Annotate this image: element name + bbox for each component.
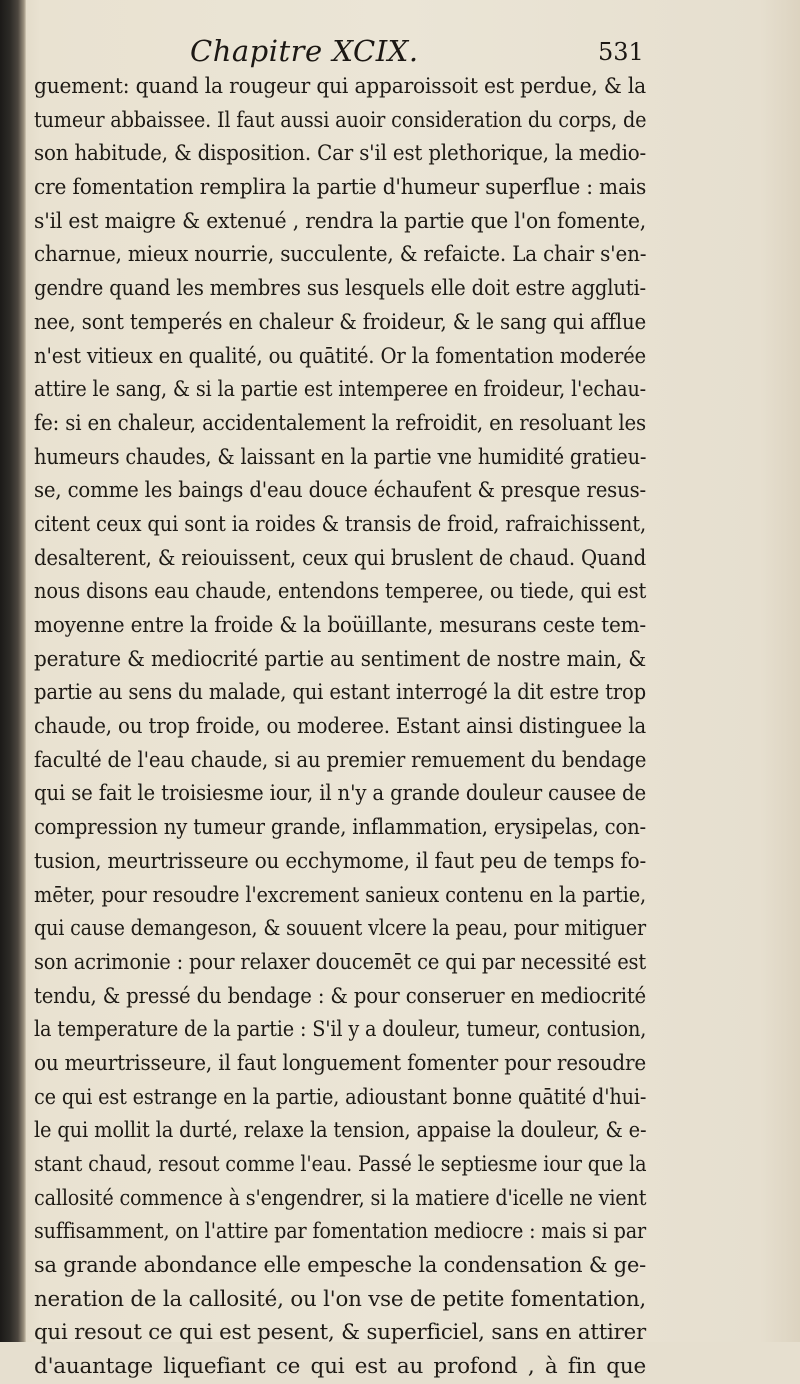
- text-line: faculté de l'eau chaude, si au premier remuement du bendage: [34, 747, 647, 773]
- text-line: d'auantage liquefiant ce qui est au profond , à fin que: [34, 1354, 646, 1380]
- text-line: ce qui est estrange en la partie, adioustant bonne quātité d'hui-: [34, 1084, 647, 1110]
- text-line: guement: quand la rougeur qui apparoissoit est perdue, & la: [34, 74, 646, 99]
- book-spine-shadow: [0, 0, 26, 1342]
- text-line: tusion, meurtrisseure ou ecchymome, il faut peu de temps fo-: [34, 848, 646, 874]
- text-line: ou meurtrisseure, il faut longuement fomenter pour resoudre: [34, 1050, 646, 1076]
- text-line: le qui mollit la durté, relaxe la tension, appaise la douleur, & e-: [34, 1118, 647, 1144]
- text-line: qui se fait le troisiesme iour, il n'y a grande douleur causee de: [34, 781, 646, 807]
- text-line: n'est vitieux en qualité, ou quātité. Or la fomentation moderée: [34, 343, 646, 369]
- text-line: cre fomentation remplira la partie d'humeur superflue : mais: [34, 175, 647, 201]
- text-line: partie au sens du malade, qui estant interrogé la dit estre trop: [34, 680, 646, 706]
- text-line: attire le sang, & si la partie est intemperee en froideur, l'echau-: [34, 377, 646, 403]
- text-line: qui cause demangeson, & souuent vlcere la peau, pour mitiguer: [34, 916, 646, 942]
- text-line: qui resout ce qui est pesent, & superficiel, sans en attirer: [34, 1320, 647, 1346]
- text-line: tendu, & pressé du bendage : & pour conseruer en mediocrité: [34, 983, 646, 1009]
- text-line: charnue, mieux nourrie, succulente, & refaicte. La chair s'en-: [34, 242, 647, 268]
- text-line: son habitude, & disposition. Car s'il est plethorique, la medio-: [34, 141, 646, 167]
- text-line: citent ceux qui sont ia roides & transis de froid, rafraichissent,: [34, 511, 646, 537]
- text-line: sa grande abondance elle empesche la condensation & ge-: [34, 1253, 646, 1279]
- running-title: Chapitre XCIX.: [190, 34, 419, 68]
- text-line: neration de la callosité, ou l'on vse de petite fomentation,: [34, 1286, 646, 1312]
- text-line: se, comme les baings d'eau douce échaufent & presque resus-: [34, 478, 646, 504]
- text-line: la temperature de la partie : S'il y a douleur, tumeur, contusion,: [34, 1017, 647, 1043]
- text-line: humeurs chaudes, & laissant en la partie vne humidité gratieu-: [34, 444, 647, 470]
- text-line: stant chaud, resout comme l'eau. Passé le septiesme iour que la: [34, 1152, 647, 1177]
- text-line: fe: si en chaleur, accidentalement la refroidit, en resoluant les: [34, 410, 646, 436]
- text-line: perature & mediocrité partie au sentiment de nostre main, &: [34, 646, 646, 672]
- body-text: [34, 70, 646, 1384]
- text-line: mēter, pour resoudre l'excrement sanieux contenu en la partie,: [34, 882, 646, 908]
- text-line: callosité commence à s'engendrer, si la matiere d'icelle ne vient: [34, 1185, 647, 1211]
- text-line: son acrimonie : pour relaxer doucemēt ce qui par necessité est: [34, 949, 646, 975]
- text-line: compression ny tumeur grande, inflammation, erysipelas, con-: [34, 815, 646, 841]
- page-number: 531: [598, 38, 644, 66]
- text-line: s'il est maigre & extenué , rendra la partie que l'on fomente,: [34, 208, 646, 234]
- text-line: nee, sont temperés en chaleur & froideur, & le sang qui afflue: [34, 309, 646, 335]
- text-line: moyenne entre la froide & la boüillante, mesurans ceste tem-: [34, 613, 646, 638]
- text-line: chaude, ou trop froide, ou moderee. Estant ainsi distinguee la: [34, 714, 646, 740]
- text-line: gendre quand les membres sus lesquels elle doit estre aggluti-: [34, 276, 646, 302]
- text-line: tumeur abbaissee. Il faut aussi auoir consideration du corps, de: [34, 107, 647, 133]
- text-line: suffisamment, on l'attire par fomentation mediocre : mais si par: [34, 1219, 646, 1245]
- text-line: desalterent, & reiouissent, ceux qui bruslent de chaud. Quand: [34, 545, 646, 571]
- text-line: nous disons eau chaude, entendons temperee, ou tiede, qui est: [34, 579, 647, 605]
